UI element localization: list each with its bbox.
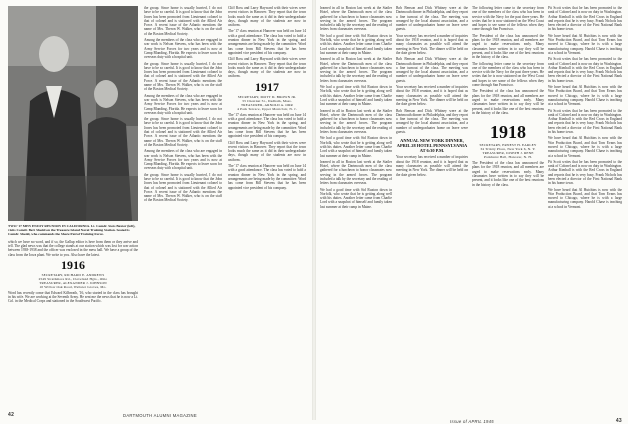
left-page-footer bbox=[8, 412, 308, 418]
right-column-2 bbox=[396, 6, 468, 410]
body-text: the group. Since home is usually hurried, I do not have to be so careful. It is good to know that the John Jones has been promoted from Lieutenant colonel to that of colonel and is stationed with the Allied Air Force. A recent issue of the Atlantic mentions the name of Mrs. Theron W. Walker, who is on the staff of the Boston Medical Society. bbox=[144, 172, 222, 203]
body-text: We had a good time with Sid Ruxton down in Norfolk, who wrote that he is getting along well with his duties. Another letter came from Charlie Lord with a snapshot of himself and family taken last summer at their camp in Maine. bbox=[320, 136, 392, 158]
body-text: Bob Benson and Dick Whitney were at the Dartmouth dinner in Philadelphia, and they report a fine turnout of the class. The meeting was arranged by the local alumni association, and a number of undergraduates home on leave were guests. bbox=[396, 57, 468, 83]
body-text: We had a good time with Sid Ruxton down in Norfolk, who wrote that he is getting along well with his duties. Another letter came from Charlie Lord with a snapshot of himself and family taken last summer at their camp in Maine. bbox=[320, 187, 392, 209]
class-treasurer-address: 4 Park Terrace, Upper Montclair, N. J. bbox=[237, 106, 297, 111]
body-text: Among the members of the class who are engaged in war work is Nelson Stevens, who has been with the Army Service Forces for two years and is now at Camp Blanding, Florida. He expects to leave soon for overseas duty with a hospital unit. bbox=[144, 38, 222, 60]
body-text: Your secretary has received a number of inquiries about the 1918 reunion, and it is hoped that as many classmates as possible will attend the meeting in New York. The dinner will be held on the date given below. bbox=[396, 33, 468, 55]
class-secretary: SECRETARY, MOTT D. BROWN JR. bbox=[237, 94, 297, 99]
body-text: Bob Benson and Dick Whitney were at the Dartmouth dinner in Philadelphia, and they report a fine turnout of the class. The meeting was arranged by the local alumni association, and a number of undergraduates home on leave were guests. bbox=[396, 108, 468, 135]
left-page bbox=[0, 0, 312, 420]
body-text: The following letter came to the secretary from one of the members of the class who has been in service with the Navy for the past three years. He writes that he is now stationed on the West Coast and hopes to see some of the fellows when they come through San Francisco. bbox=[472, 6, 544, 32]
class-secretary: SECRETARY, ERNEST H. EARLEY bbox=[479, 143, 537, 148]
class-treasurer-address: Parkhurst Hall, Hanover, N. H. bbox=[483, 155, 533, 160]
body-text: The '17 class reunion at Hanover was held on June 14 with a good attendance. The class has voted to hold a reunion dinner in New York in the spring, and arrangements are being made by the committee. Word has come from Bill Stevens that he has been appointed vice president of his company. bbox=[228, 112, 306, 139]
body-text: learned in all in Boston last week at the Statler Hotel, where the Dartmouth men of the class gathered for a luncheon to honor classmates now serving in the armed forces. The program included a talk by the secretary and the reading of letters from classmates overseas. bbox=[320, 6, 392, 32]
dinner-announcement: ANNUAL NEW YORK DINNER, APRIL 28 HOTEL PENNSYLVANIA AT 6:30 P.M. bbox=[396, 138, 468, 154]
body-text: learned in all in Boston last week at the Statler Hotel, where the Dartmouth men of the class gathered for a luncheon to honor classmates now serving in the armed forces. The program included a talk by the secretary and the reading of letters from classmates overseas. bbox=[320, 57, 392, 83]
body-text: Pit Scott writes that he has been promoted to the rank of Colonel and is now on duty in Washington. Arthur Kimball is with the Red Cross in England and reports that he is very busy. Frank Nichols has been elected a director of the First National Bank in his home town. bbox=[548, 108, 622, 135]
body-text: The following letter came to the secretary from one of the members of the class who has been in service with the Navy for the past three years. He writes that he is now stationed on the West Coast and hopes to see some of the fellows when they come through San Francisco. bbox=[472, 61, 544, 88]
body-text: We have heard that Al Hutchins is now with the War Production Board, and that Tom Evans has moved to Chicago, where he is with a large manufacturing company. Harold Chase is teaching at a school in Vermont. bbox=[548, 33, 622, 55]
body-text: Pit Scott writes that he has been promoted to the rank of Colonel and is now on duty in Washington. Arthur Kimball is with the Red Cross in England and reports that he is very busy. Frank Nichols has been elected a director of the First National Bank in his home town. bbox=[548, 159, 622, 186]
class-secretary: SECRETARY, RICHARD E. ANDREWS bbox=[41, 272, 105, 277]
body-text: the group. Since home is usually hurried, I do not have to be so careful. It is good to know that the John Jones has been promoted from Lieutenant colonel to that of colonel and is stationed with the Allied Air Force. A recent issue of the Atlantic mentions the name of Mrs. Theron W. Walker, who is on the staff of the Boston Medical Society. bbox=[144, 61, 222, 92]
body-text: We had a good time with Sid Ruxton down in Norfolk, who wrote that he is getting along well with his duties. Another letter came from Charlie Lord with a snapshot of himself and family taken last summer at their camp in Maine. bbox=[320, 33, 392, 55]
body-text: Your secretary has received a number of inquiries about the 1918 reunion, and it is hoped that as many classmates as possible will attend the meeting in New York. The dinner will be held on the date given below. bbox=[396, 85, 468, 107]
body-text: Pit Scott writes that he has been promoted to the rank of Colonel and is now on duty in Washington. Arthur Kimball is with the Red Cross in England and reports that he is very busy. Frank Nichols has been elected a director of the First National Bank in his home town. bbox=[548, 57, 622, 83]
body-text: Cliff Ross and Larry Hayward with their wives were recent visitors in Hanover. They report that the town looks much the same as it did in their undergraduate days, though many of the students are now in uniform. bbox=[228, 6, 306, 28]
body-text: We have heard that Al Hutchins is now with the War Production Board, and that Tom Evans has moved to Chicago, where he is with a large manufacturing company. Harold Chase is teaching at a school in Vermont. bbox=[548, 85, 622, 107]
body-text: The '17 class reunion at Hanover was held on June 14 with a good attendance. The class has voted to hold a reunion dinner in New York in the spring, and arrangements are being made by the committee. Word has come from Bill Stevens that he has been appointed vice president of his company. bbox=[228, 164, 306, 190]
class-year-1918: 1918 bbox=[490, 122, 526, 143]
body-text: We have heard that Al Hutchins is now with the War Production Board, and that Tom Evans has moved to Chicago, where he is with a large manufacturing company. Harold Chase is teaching at a school in Vermont. bbox=[548, 136, 622, 158]
body-text: Your secretary has received a number of inquiries about the 1918 reunion, and it is hoped that as many classmates as possible will attend the meeting in New York. The dinner will be held on the date given below. bbox=[396, 155, 468, 177]
body-text: learned in all in Boston last week at the Statler Hotel, where the Dartmouth men of the class gathered for a luncheon to honor classmates now serving in the armed forces. The program included a talk by the secretary and the reading of letters from classmates overseas. bbox=[320, 108, 392, 135]
right-column-1 bbox=[320, 6, 392, 410]
class-secretary-address: 33 Chestnut St., Dedham, Mass. bbox=[242, 98, 292, 103]
class-secretary-address: 34 Trinity Place, New York 6, N. Y. bbox=[480, 147, 536, 152]
page-number: 43 bbox=[615, 418, 622, 424]
class-treasurer: TREASURER, JOSEPH J. RENE bbox=[482, 151, 534, 156]
class-treasurer: TREASURER, ALEXANDER J. JOHNSON bbox=[39, 280, 107, 285]
body-text: Pit Scott writes that he has been promoted to the rank of Colonel and is now on duty in Washington. Arthur Kimball is with the Red Cross in England and reports that he is very busy. Frank Nichols has been elected a director of the First National Bank in his home town. bbox=[548, 6, 622, 32]
right-column-4 bbox=[548, 6, 622, 410]
body-text: Cliff Ross and Larry Hayward with their wives were recent visitors in Hanover. They report that the town looks much the same as it did in their undergraduate days, though many of the students are now in uniform. bbox=[228, 140, 306, 162]
page-number: 42 bbox=[8, 412, 15, 418]
body-text: We had a good time with Sid Ruxton down in Norfolk, who wrote that he is getting along well with his duties. Another letter came from Charlie Lord with a snapshot of himself and family taken last summer at their camp in Maine. bbox=[320, 85, 392, 107]
right-column-3 bbox=[472, 6, 544, 410]
body-text: Word has recently come that Edward Kilbreath, '16, who started in the class has brought in his wife. We are working at the Seventh Army. He sent me the news that he is now a Lt. Col. in the Medical Corps and stationed in the Southwest Pacific. bbox=[8, 290, 138, 304]
body-text: learned in all in Boston last week at the Statler Hotel, where the Dartmouth men of the class gathered for a luncheon to honor classmates now serving in the armed forces. The program included a talk by the secretary and the reading of letters from classmates overseas. bbox=[320, 159, 392, 186]
body-text: which we have no word, and if so, the Gallup editor is here from them or they arrive and tell. The glad news was that the college stands at our station which was lost for war action between 1938-1938 and the officer was enclosed in the mess hall. We have a group of the class from the Iowa plant. We write to you. Also have the latest. bbox=[8, 239, 138, 257]
body-text: Among the members of the class who are engaged in war work is Nelson Stevens, who has been with the Army Service Forces for two years and is now at Camp Blanding, Florida. He expects to leave soon for overseas duty with a hospital unit. bbox=[144, 93, 222, 115]
class-treasurer-address: 10 Willow Oak Road, Webster Groves, Mo. bbox=[39, 284, 107, 289]
reunion-photo bbox=[8, 6, 138, 221]
magazine-title: DARTMOUTH ALUMNI MAGAZINE bbox=[123, 413, 197, 418]
left-column-2 bbox=[144, 6, 222, 410]
body-text: We have heard that Al Hutchins is now with the War Production Board, and that Tom Evans has moved to Chicago, where he is with a large manufacturing company. Harold Chase is teaching at a school in Vermont. bbox=[548, 187, 622, 209]
left-column-3 bbox=[228, 6, 306, 410]
right-page bbox=[316, 0, 628, 424]
issue-date: Issue of APRIL 1945 bbox=[450, 419, 494, 424]
body-text: Among the members of the class who are engaged in war work is Nelson Stevens, who has been with the Army Service Forces for two years and is now at Camp Blanding, Florida. He expects to leave soon for overseas duty with a hospital unit. bbox=[144, 149, 222, 171]
reunion-photo-image bbox=[8, 6, 138, 221]
class-year-1917: 1917 bbox=[255, 79, 279, 94]
body-text: Bob Benson and Dick Whitney were at the Dartmouth dinner in Philadelphia, and they report a fine turnout of the class. The meeting was arranged by the local alumni association, and a number of undergraduates home on leave were guests. bbox=[396, 6, 468, 32]
class-secretary-address: 2549 Strathmore Rd., Cleveland Hgts., Ohio bbox=[38, 276, 108, 281]
left-column-1 bbox=[8, 224, 138, 414]
class-year-1916: 1916 bbox=[61, 257, 85, 272]
body-text: The President of the class has announced the plans for the 1918 reunion, and all members are urged to make reservations early. Many classmates have written in to say they will be present, and it looks like one of the best reunions in the history of the class. bbox=[472, 161, 544, 187]
body-text: The President of the class has announced the plans for the 1918 reunion, and all members are urged to make reservations early. Many classmates have written in to say they will be present, and it looks like one of the best reunions in the history of the class. bbox=[472, 33, 544, 60]
body-text: Cliff Ross and Larry Hayward with their wives were recent visitors in Hanover. They report that the town looks much the same as it did in their undergraduate days, though many of the students are now in uniform. bbox=[228, 57, 306, 79]
photo-caption: TWO '17 MEN ENJOY REUNION IN CALIFORNIA. Lt. Comdr. Stets Baxter (left), visits Comdr. Bert Shedd on the Treasure Island Naval Training Station. Seated is Comdr. Shedd, who commands the Shore Patrol Training Force. bbox=[8, 224, 136, 237]
body-text: the group. Since home is usually hurried, I do not have to be so careful. It is good to know that the John Jones has been promoted from Lieutenant colonel to that of colonel and is stationed with the Allied Air Force. A recent issue of the Atlantic mentions the name of Mrs. Theron W. Walker, who is on the staff of the Boston Medical Society. bbox=[144, 6, 222, 36]
body-text: The President of the class has announced the plans for the 1918 reunion, and all members are urged to make reservations early. Many classmates have written in to say they will be present, and it looks like one of the best reunions in the history of the class. bbox=[472, 89, 544, 115]
body-text: the group. Since home is usually hurried, I do not have to be so careful. It is good to know that the John Jones has been promoted from Lieutenant colonel to that of colonel and is stationed with the Allied Air Force. A recent issue of the Atlantic mentions the name of Mrs. Theron W. Walker, who is on the staff of the Boston Medical Society. bbox=[144, 117, 222, 147]
body-text: The '17 class reunion at Hanover was held on June 14 with a good attendance. The class has voted to hold a reunion dinner in New York in the spring, and arrangements are being made by the committee. Word has come from Bill Stevens that he has been appointed vice president of his company. bbox=[228, 29, 306, 55]
class-treasurer: TREASURER, ARNOLD A. ORR bbox=[241, 102, 293, 107]
